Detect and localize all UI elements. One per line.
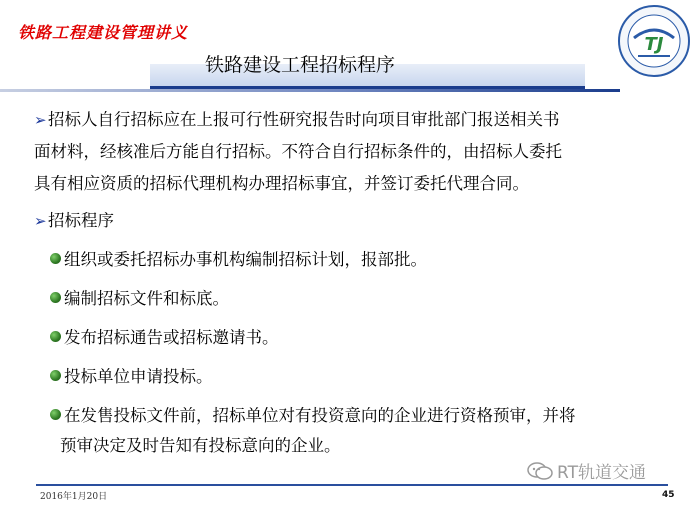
step-item: [50, 283, 229, 315]
procedure-heading: [34, 205, 669, 237]
green-dot-icon: [50, 292, 61, 303]
step-text: 在发售投标文件前，招标单位对有投资意向的企业进行资格预审，并将: [64, 406, 576, 425]
slide-body: [34, 104, 669, 237]
step-item: [50, 400, 576, 432]
slide-title: 铁路建设工程招标程序: [205, 54, 396, 76]
step-item: [50, 322, 279, 354]
step-text: 预审决定及时告知有投标意向的企业。: [60, 436, 341, 455]
step-text: 发布招标通告或招标邀请书。: [64, 328, 279, 347]
step-text: 编制招标文件和标底。: [64, 289, 229, 308]
intro-line-1: 招标人自行招标应在上报可行性研究报告时向项目审批部门报送相关书: [48, 110, 560, 129]
watermark: [527, 458, 646, 483]
step-text: 投标单位申请投标。: [64, 367, 213, 386]
svg-text:TJ: TJ: [644, 34, 664, 55]
green-dot-icon: [50, 253, 61, 264]
intro-line-2: 面材料，经核准后方能自行招标。不符合自行招标条件的，由招标人委托: [34, 142, 562, 161]
footer-date: 2016年1月20日: [40, 492, 108, 502]
step-text: 组织或委托招标办事机构编制招标计划，报部批。: [64, 250, 427, 269]
wechat-icon: [527, 462, 553, 480]
intro-line-3: 具有相应资质的招标代理机构办理招标事宜，并签订委托代理合同。: [34, 174, 529, 193]
step-item-continuation: [60, 430, 341, 462]
course-label: 铁路工程建设管理讲义: [18, 23, 189, 42]
procedure-heading-text: 招标程序: [48, 211, 114, 230]
railway-institute-logo: [617, 4, 691, 78]
footer-divider: [36, 484, 668, 486]
watermark-text: RT轨道交通: [557, 463, 646, 483]
arrow-icon: ➢: [34, 212, 47, 230]
step-item: [50, 361, 213, 393]
green-dot-icon: [50, 370, 61, 381]
page-number: 45: [662, 490, 675, 500]
intro-paragraph: [34, 104, 669, 200]
arrow-icon: ➢: [34, 111, 47, 129]
step-item: [50, 244, 427, 276]
green-dot-icon: [50, 331, 61, 342]
title-divider: [0, 89, 620, 92]
green-dot-icon: [50, 409, 61, 420]
